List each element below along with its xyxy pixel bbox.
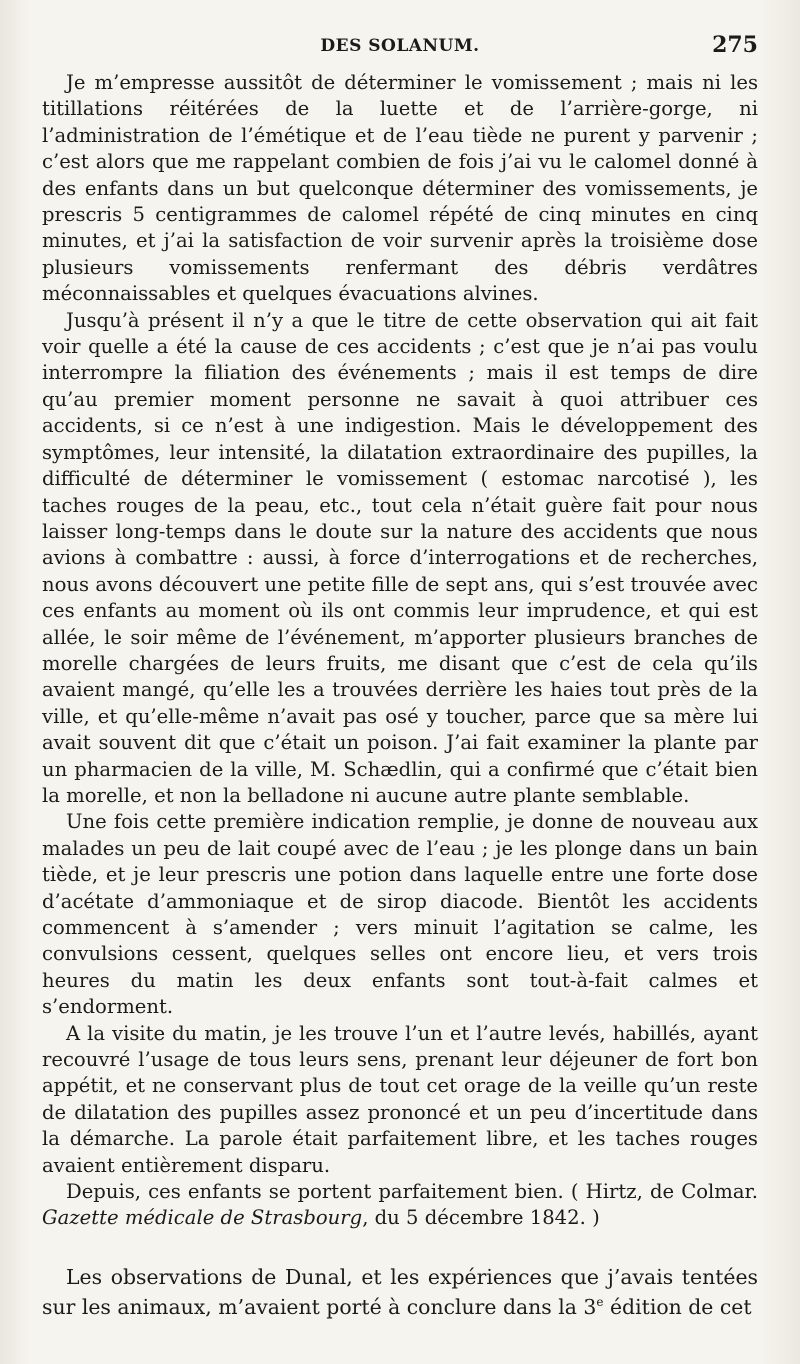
citation-tail: , du 5 décembre 1842. )	[362, 1206, 600, 1230]
page-number: 275	[712, 32, 758, 58]
citation-journal: Gazette médicale de Strasbourg	[42, 1206, 363, 1230]
section-gap	[42, 1232, 758, 1262]
conclusion-text: Les observations de Dunal, et les expériences que j’avais tentées sur les animaux, m’avaient porté à conclure dans la 3	[42, 1264, 758, 1319]
conclusion-tail: édition de cet	[603, 1294, 752, 1319]
paragraph-conclusion	[42, 1262, 758, 1322]
citation-lead: Depuis, ces enfants se portent parfaitement bien. ( Hirtz, de Colmar.	[66, 1180, 758, 1204]
edition-superscript: e	[596, 1295, 604, 1310]
paragraph-citation	[42, 1179, 758, 1232]
paragraph-treatment: Une fois cette première indication remplie, je donne de nouveau aux malades un peu de lait coupé avec de l’eau ; je les plonge dans un bain tiède, et je leur prescris une potion dans laquelle entre une forte dose d’acétate d’ammoniaque et de sirop diacode. Bientôt les accidents commencent à s’amender ; vers minuit l’agitation se calme, les convulsions cessent, quelques selles ont encore lieu, et vers trois heures du matin les deux enfants sont tout-à-fait calmes et s’endorment.	[42, 810, 758, 1019]
body-text	[42, 70, 758, 1322]
paragraph-morning-visit: A la visite du matin, je les trouve l’un et l’autre levés, habillés, ayant recouvré l’usage de tous leurs sens, prenant leur déjeuner de fort bon appétit, et ne conservant plus de tout cet orage de la veille qu’un reste de dilatation des pupilles assez prononcé et un peu d’incertitude dans la démarche. La parole était parfaitement libre, et les taches rouges avaient entièrement disparu.	[42, 1021, 758, 1177]
running-title: DES SOLANUM.	[320, 36, 480, 56]
running-head	[42, 30, 758, 62]
paragraph-emetic: Je m’empresse aussitôt de déterminer le vomissement ; mais ni les titillations réitérées de la luette et de l’arrière-gorge, ni l’administration de l’émétique et de l’eau tiède ne purent y parvenir ; c’est alors que me rappelant combien de fois j’ai vu le calomel donné à des enfants dans un but quelconque déterminer des vomissements, je prescris 5 centigrammes de calomel répété de cinq minutes en cinq minutes, et j’ai la satisfaction de voir survenir après la troisième dose plusieurs vomissements renfermant des débris verdâtres méconnaissables et quelques évacuations alvines.	[42, 71, 758, 306]
paragraph-cause: Jusqu’à présent il n’y a que le titre de cette observation qui ait fait voir quelle a été la cause de ces accidents ; c’est que je n’ai pas voulu interrompre la filiation des événements ; mais il est temps de dire qu’au premier moment personne ne savait à quoi attribuer ces accidents, si ce n’est à une indigestion. Mais le développement des symptômes, leur intensité, la dilatation extraordinaire des pupilles, la difficulté de déterminer le vomissement ( estomac narcotisé ), les taches rouges de la peau, etc., tout cela n’était guère fait pour nous laisser long-temps dans le doute sur la nature des accidents que nous avions à combattre : aussi, à force d’interrogations et de recherches, nous avons découvert une petite fille de sept ans, qui s’est trouvée avec ces enfants au moment où ils ont commis leur imprudence, et qui est allée, le soir même de l’événement, m’apporter plusieurs branches de morelle chargées de leurs fruits, me disant que c’est de cela qu’ils avaient mangé, qu’elle les a trouvées derrière les haies tout près de la ville, et qu’elle-même n’avait pas osé y toucher, parce que sa mère lui avait souvent dit que c’était un poison. J’ai fait examiner la plante par un pharmacien de la ville, M. Schædlin, qui a confirmé que c’était bien la morelle, et non la belladone ni aucune autre plante semblable.	[42, 308, 758, 807]
